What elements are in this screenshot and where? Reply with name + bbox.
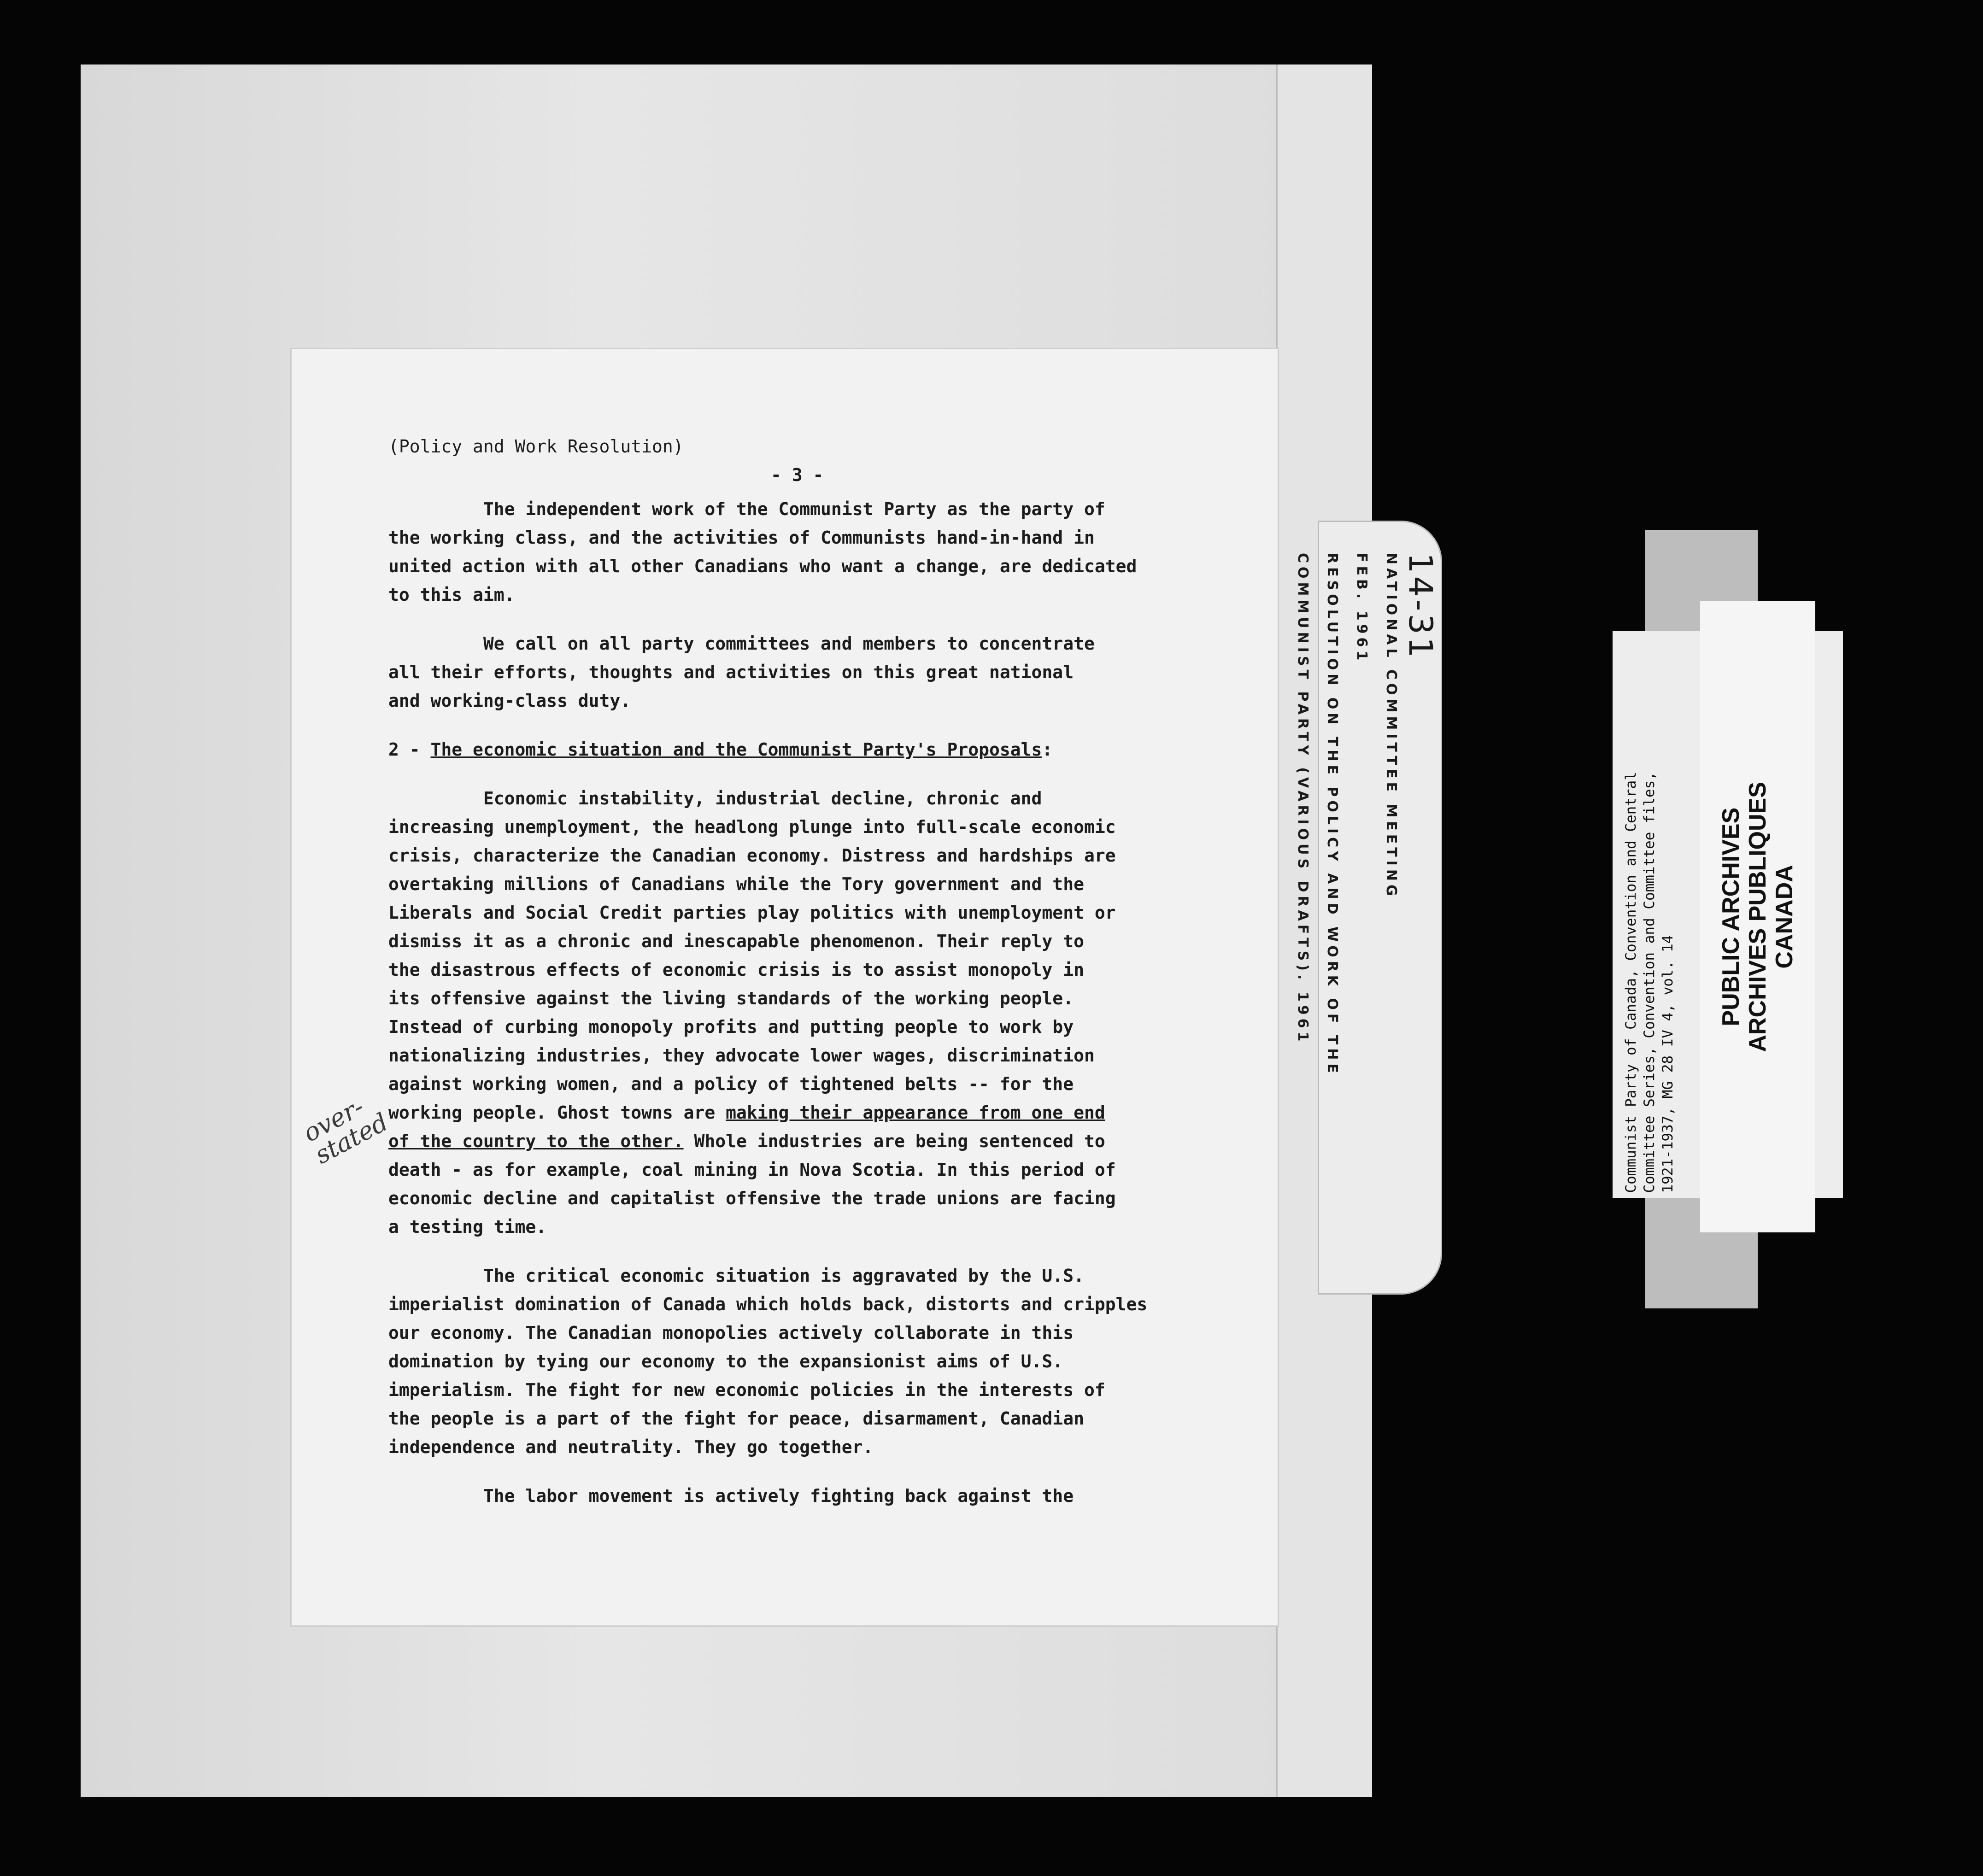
document-header: (Policy and Work Resolution)	[388, 436, 684, 457]
text-line: and working-class duty.	[388, 691, 631, 711]
text-line: Economic instability, industrial decline, chronic and	[388, 788, 1042, 809]
text-line: united action with all other Canadians who want a change, are dedicated	[388, 556, 1137, 576]
folder-tab-number: 14-31	[1402, 553, 1439, 661]
body-lines	[388, 495, 1241, 1510]
section-heading	[388, 735, 1241, 764]
folder-tab-line-3: RESOLUTION ON THE POLICY AND WORK OF THE	[1324, 553, 1340, 1077]
archive-institution-name: PUBLIC ARCHIVES ARCHIVES PUBLIQUES CANADA	[1718, 781, 1798, 1052]
paragraph-gap	[388, 1461, 1241, 1482]
archive-caption-block	[1622, 636, 1696, 1193]
text-line: the working class, and the activities of Communists hand-in-hand in	[388, 528, 1095, 548]
text-line: The independent work of the Communist Party as the party of	[388, 499, 1105, 519]
text-line: Instead of curbing monopoly profits and putting people to work by	[388, 1017, 1074, 1037]
text-line: the disastrous effects of economic crisis is to assist monopoly in	[388, 960, 1084, 980]
text-line: crisis, characterize the Canadian economy. Distress and hardships are	[388, 845, 1116, 866]
text-line: the people is a part of the fight for peace, disarmament, Canadian	[388, 1408, 1084, 1429]
text-line: death - as for example, coal mining in Nova Scotia. In this period of	[388, 1160, 1116, 1180]
archive-caption: Communist Party of Canada, Convention and Central Committee Series, Convention and Committee files, 1921-1937, MG 28 IV 4, vol. 14	[1623, 772, 1676, 1193]
archive-institution-block	[1700, 617, 1815, 1216]
text-line: independence and neutrality. They go together.	[388, 1437, 874, 1457]
folder-tab-notation	[1295, 553, 1439, 1272]
paragraph-gap	[388, 715, 1241, 735]
margin-note-text: over- stated	[298, 1092, 393, 1170]
underlined-passage: of the country to the other.	[388, 1131, 684, 1151]
text-line: overtaking millions of Canadians while the Tory government and the	[388, 874, 1084, 894]
text-line: We call on all party committees and members to concentrate	[388, 633, 1095, 654]
text-line: domination by tying our economy to the expansionist aims of U.S.	[388, 1351, 1063, 1372]
paragraph-gap	[388, 609, 1241, 629]
text-line: all their efforts, thoughts and activities on this great national	[388, 662, 1074, 682]
folder-tab-line-2: FEB. 1961	[1354, 553, 1370, 664]
text-line	[388, 1098, 1241, 1127]
text-line: Liberals and Social Credit parties play politics with unemployment or	[388, 903, 1116, 923]
section-heading-title: The economic situation and the Communist Party's Proposals	[430, 739, 1042, 760]
text-line: against working women, and a policy of tightened belts -- for the	[388, 1074, 1074, 1094]
text-line: dismiss it as a chronic and inescapable phenomenon. Their reply to	[388, 931, 1084, 951]
text-line: increasing unemployment, the headlong plunge into full-scale economic	[388, 817, 1116, 837]
folder-tab-line-1: NATIONAL COMMITTEE MEETING	[1383, 553, 1399, 900]
text-line	[388, 1127, 1241, 1155]
folder-tab-line-4: COMMUNIST PARTY (VARIOUS DRAFTS). 1961	[1295, 553, 1311, 1045]
page-number: - 3 -	[771, 465, 824, 485]
text-line: a testing time.	[388, 1217, 547, 1237]
text-line: nationalizing industries, they advocate lower wages, discrimination	[388, 1045, 1095, 1066]
text-line: imperialism. The fight for new economic policies in the interests of	[388, 1380, 1105, 1400]
text-line: our economy. The Canadian monopolies actively collaborate in this	[388, 1323, 1074, 1343]
underlined-passage: making their appearance from one end	[726, 1102, 1105, 1123]
text-line: imperialist domination of Canada which holds back, distorts and cripples	[388, 1294, 1148, 1314]
document-body	[388, 432, 1241, 1510]
text-line: economic decline and capitalist offensive the trade unions are facing	[388, 1188, 1116, 1208]
text-line: The labor movement is actively fighting back against the	[388, 1486, 1074, 1506]
text-line: its offensive against the living standards of the working people.	[388, 988, 1074, 1008]
text-segment: Whole industries are being sentenced to	[683, 1131, 1105, 1151]
section-heading-colon: :	[1042, 739, 1053, 760]
text-line: to this aim.	[388, 585, 515, 605]
section-number: 2 -	[388, 739, 431, 760]
document-page	[290, 348, 1279, 1627]
paragraph-gap	[388, 1241, 1241, 1261]
text-line: The critical economic situation is aggravated by the U.S.	[388, 1266, 1084, 1286]
text-segment: working people. Ghost towns are	[388, 1102, 726, 1123]
paragraph-gap	[388, 764, 1241, 784]
